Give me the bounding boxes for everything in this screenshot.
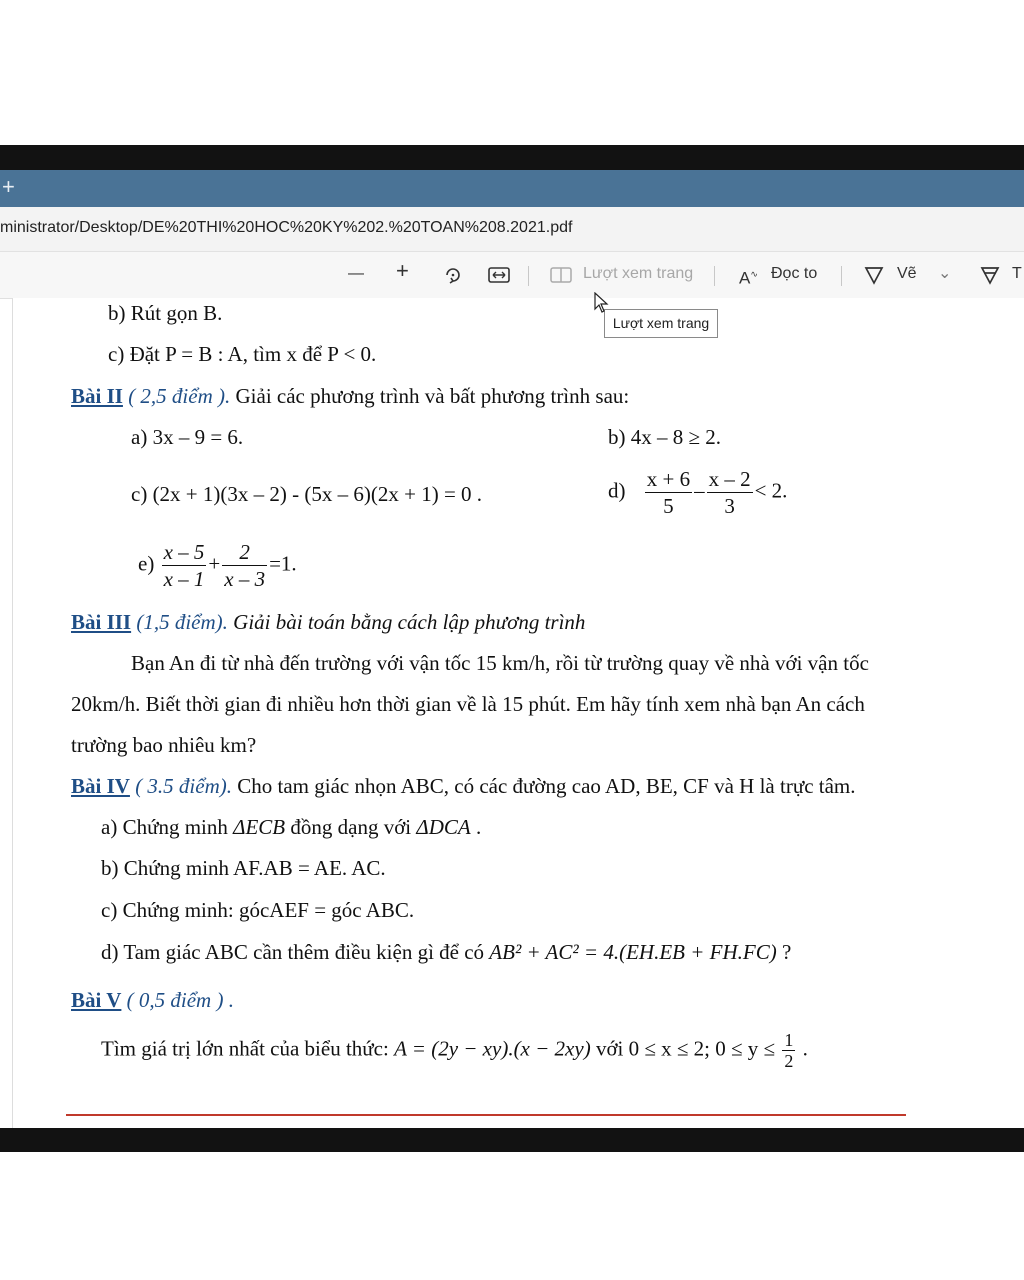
problem-4d-end: ? — [776, 940, 792, 964]
problem-2d — [608, 466, 787, 519]
section-points: ( 0,5 điểm ) . — [121, 988, 234, 1012]
problem-3-paragraph-line-2: 20km/h. Biết thời gian đi nhiều hơn thời gian về là 15 phút. Em hãy tính xem nhà bạn An cách — [71, 692, 865, 716]
section-points: ( 3.5 điểm). — [129, 774, 232, 798]
problem-5-text: Tìm giá trị lớn nhất của biểu thức: — [101, 1036, 395, 1061]
page-view-button[interactable]: Lượt xem trang — [583, 265, 694, 282]
zoom-in-button[interactable]: + — [396, 258, 409, 283]
fraction-2-over-x-minus-3: $\frac{2}{x - 3}$ — [224, 540, 266, 591]
draw-icon[interactable] — [864, 265, 884, 291]
problem-2c: c) (2x + 1)(3x – 2) - (5x – 6)(2x + 1) = 0 . — [131, 482, 483, 506]
problem-4a-text: a) Chứng minh — [101, 815, 234, 839]
inequality-tail: < 2. — [754, 478, 788, 503]
triangle-ecb: ΔECB — [233, 815, 286, 839]
problem-2e-prefix: e) — [138, 551, 155, 576]
bottom-black-border — [0, 1128, 1024, 1152]
problem-2a: a) 3x – 9 = 6. — [131, 425, 244, 449]
problem-4a-text-mid: đồng dạng với — [285, 815, 417, 839]
triangle-dca: ΔDCA — [416, 815, 471, 839]
problem-5-end: . — [797, 1036, 808, 1061]
problem-2e — [138, 539, 297, 592]
section-points: (1,5 điểm). — [131, 610, 228, 634]
section-bai-2 — [71, 383, 629, 409]
section-label: Bài III — [71, 610, 132, 634]
rotate-icon[interactable] — [443, 265, 463, 291]
zoom-out-button[interactable]: — — [348, 265, 364, 282]
read-aloud-button[interactable]: Đọc to — [771, 265, 818, 282]
section-bai-4 — [71, 773, 856, 799]
section-heading-text: Cho tam giác nhọn ABC, có các đường cao AD, BE, CF và H là trực tâm. — [232, 774, 856, 798]
fraction-x-plus-6-over-5: $\frac{x + 6}{5}$ — [646, 467, 691, 518]
problem-5-condition: với 0 ≤ x ≤ 2; 0 ≤ y ≤ — [590, 1036, 781, 1061]
problem-1c: c) Đặt P = B : A, tìm x để P < 0. — [108, 342, 377, 366]
address-url[interactable]: ministrator/Desktop/DE%20THI%20HOC%20KY%202.%20TOAN%208.2021.pdf — [0, 219, 573, 236]
draw-options-chevron-icon[interactable]: ⌄ — [938, 265, 952, 282]
problem-2b: b) 4x – 8 ≥ 2. — [608, 425, 722, 449]
problem-4d — [101, 939, 791, 965]
highlight-button[interactable]: T — [1012, 265, 1022, 282]
new-tab-button[interactable]: + — [2, 174, 15, 199]
toolbar-divider — [841, 266, 842, 286]
section-label: Bài IV — [71, 774, 130, 798]
fraction-x-minus-2-over-3: $\frac{x - 2}{3}$ — [708, 467, 751, 518]
minus-sign: – — [694, 478, 705, 503]
section-label: Bài V — [71, 988, 122, 1012]
section-label: Bài II — [71, 384, 123, 408]
page-footer-divider — [66, 1114, 906, 1116]
problem-3-paragraph-line-1: Bạn An đi từ nhà đến trường với vận tốc 15 km/h, rồi từ trường quay về nhà với vận tốc — [131, 651, 869, 675]
section-bai-5 — [71, 987, 234, 1013]
top-black-border — [0, 145, 1024, 170]
pdf-toolbar — [0, 251, 1024, 299]
problem-3-paragraph-line-3: trường bao nhiêu km? — [71, 733, 257, 757]
toolbar-divider — [714, 266, 715, 286]
problem-1b: b) Rút gọn B. — [108, 301, 223, 325]
fit-width-icon[interactable] — [488, 266, 510, 290]
problem-5 — [101, 1030, 808, 1071]
problem-5-expression: A = (2y − xy).(x − 2xy) — [394, 1036, 591, 1061]
address-bar[interactable] — [0, 207, 1024, 251]
read-aloud-icon[interactable]: A∿ — [739, 268, 758, 288]
page-view-icon[interactable] — [550, 266, 572, 290]
problem-4a-end: . — [470, 815, 482, 839]
fraction-one-half: $\frac{1}{2}$ — [784, 1030, 794, 1071]
plus-sign: + — [208, 551, 221, 576]
fraction-x-minus-5-over-x-minus-1: $\frac{x - 5}{x - 1}$ — [163, 540, 205, 591]
equation-tail: =1. — [269, 551, 297, 576]
page-view-tooltip: Lượt xem trang — [604, 309, 718, 338]
section-heading-text: Giải bài toán bằng cách lập phương trình — [227, 610, 586, 634]
problem-4b: b) Chứng minh AF.AB = AE. AC. — [101, 856, 386, 880]
toolbar-divider — [528, 266, 529, 286]
highlight-icon[interactable] — [980, 265, 1000, 291]
problem-4d-text: d) Tam giác ABC cần thêm điều kiện gì để có — [101, 940, 490, 964]
browser-titlebar — [0, 170, 1024, 207]
problem-4a — [101, 814, 481, 840]
section-heading-text: Giải các phương trình và bất phương trình sau: — [230, 384, 630, 408]
section-points: ( 2,5 điểm ). — [122, 384, 231, 408]
problem-4c: c) Chứng minh: gócAEF = góc ABC. — [101, 898, 415, 922]
draw-button[interactable]: Vẽ — [897, 265, 917, 282]
section-bai-3 — [71, 609, 585, 635]
cursor-icon — [594, 292, 610, 319]
problem-2d-prefix: d) — [608, 478, 626, 503]
problem-4d-formula: AB² + AC² = 4.(EH.EB + FH.FC) — [489, 940, 777, 964]
